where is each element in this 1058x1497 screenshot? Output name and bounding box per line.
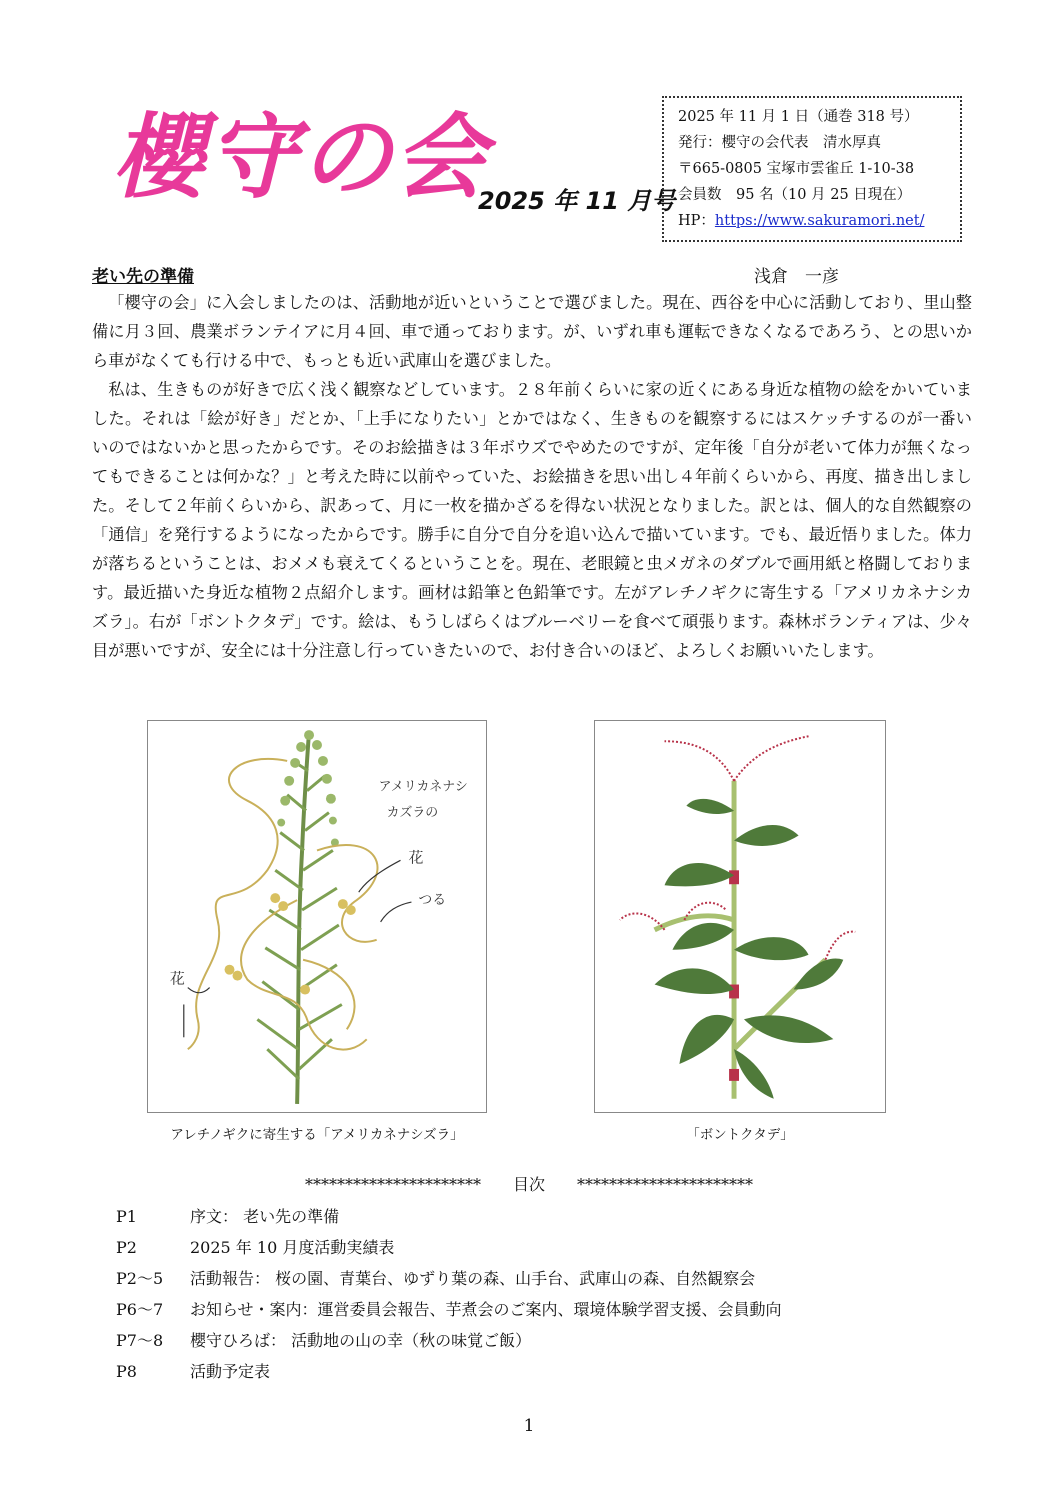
homepage-label: HP：	[678, 213, 715, 229]
dodder-sketch	[148, 721, 486, 1112]
article-body	[92, 288, 972, 665]
toc-page: P6～7	[116, 1300, 164, 1319]
toc-text: 活動報告： 桜の園、青葉台、ゆずり葉の森、山手台、武庫山の森、自然観察会	[190, 1269, 756, 1288]
member-count-line: 会員数 95 名（10 月 25 日現在）	[678, 187, 912, 203]
toc-page: P1	[116, 1207, 137, 1226]
bontokutade-sketch	[595, 721, 885, 1112]
bontokutade-illustration	[594, 720, 886, 1113]
annotation-flower: 花	[408, 848, 424, 867]
toc-text: 序文： 老い先の準備	[190, 1207, 340, 1226]
knotweed-leaves	[655, 799, 844, 1099]
article-author: 浅倉 一彦	[754, 267, 839, 287]
left-figure-caption: アレチノギクに寄生する「アメリカネナシズラ」	[170, 1127, 464, 1143]
article-heading: 老い先の準備	[92, 267, 194, 287]
page-number: 1	[523, 1416, 535, 1436]
right-figure-caption: 「ボントクタデ」	[686, 1127, 794, 1143]
annotation-title-2: カズラの	[386, 805, 439, 821]
annotation-flower-2: 花	[169, 969, 185, 988]
flower-spikes	[620, 736, 855, 959]
toc-text: 2025 年 10 月度活動実績表	[190, 1238, 395, 1257]
homepage-link[interactable]: https://www.sakuramori.net/	[714, 213, 925, 229]
annotation-title-1: アメリカネナシ	[378, 779, 468, 795]
publisher-line: 発行：櫻守の会代表 清水厚真	[678, 135, 881, 151]
toc-page: P2	[116, 1238, 137, 1257]
article-paragraph: 「櫻守の会」に入会しましたのは、活動地が近いということで選びました。現在、西谷を中心に活動しており、里山整備に月３回、農業ボランテイアに月４回、車で通っております。が、いずれ車も運転できなくなるであろう、との思いから車がなくても行ける中で、もっとも近い武庫山を選びました。	[92, 293, 972, 370]
toc-header: ********************** 目次 **********************	[304, 1175, 753, 1194]
annotation-vine: つる	[418, 892, 447, 909]
toc-text: 活動予定表	[190, 1362, 271, 1381]
toc-text: 櫻守ひろば： 活動地の山の幸（秋の味覚ご飯）	[190, 1331, 532, 1350]
issue-date-line: 2025 年 11 月 1 日（通巻 318 号）	[678, 109, 919, 125]
toc-page: P7～8	[116, 1331, 164, 1350]
toc-page: P2～5	[116, 1269, 164, 1288]
homepage-line	[678, 208, 960, 234]
dodder-illustration	[147, 720, 487, 1113]
toc-text: お知らせ・案内：運営委員会報告、芋煮会のご案内、環境体験学習支援、会員動向	[190, 1300, 782, 1319]
address-line: 〒665-0805 宝塚市雲雀丘 1-10-38	[678, 161, 915, 177]
newsletter-title: 櫻守の会	[112, 104, 489, 211]
toc-page: P8	[116, 1362, 137, 1381]
publication-info-box	[662, 96, 962, 242]
article-paragraph: 私は、生きものが好きで広く浅く観察などしています。２８年前くらいに家の近くにある身近な植物の絵をかいていました。それは「絵が好き」だとか、「上手になりたい」とかではなく、生きものを観察するにはスケッチするのが一番いいのではないかと思ったからです。そのお絵描きは３年ボウズでやめたのですが、定年後「自分が老いて体力が無くなってもできることは何かな？」と考えた時に以前やっていた、お絵描きを思い出し４年前くらいから、再度、描き出しました。そして２年前くらいから、訳あって、月に一枚を描かざるを得ない状況となりました。訳とは、個人的な自然観察の「通信」を発行するようになったからです。勝手に自分で自分を追い込んで描いています。でも、最近悟りました。体力が落ちるということは、おメメも衰えてくるということを。現在、老眼鏡と虫メガネのダブルで画用紙と格闘しております。最近描いた身近な植物２点紹介します。画材は鉛筆と色鉛筆です。左がアレチノギクに寄生する「アメリカネナシカズラ」。右が「ボントクタデ」です。絵は、もうしばらくはブルーベリーを食べて頑張ります。森林ボランティアは、少々目が悪いですが、安全には十分注意し行っていきたいので、お付き合いのほど、よろしくお願いいたします。	[92, 380, 972, 660]
issue-month: 2025 年 11 月号	[478, 187, 676, 215]
